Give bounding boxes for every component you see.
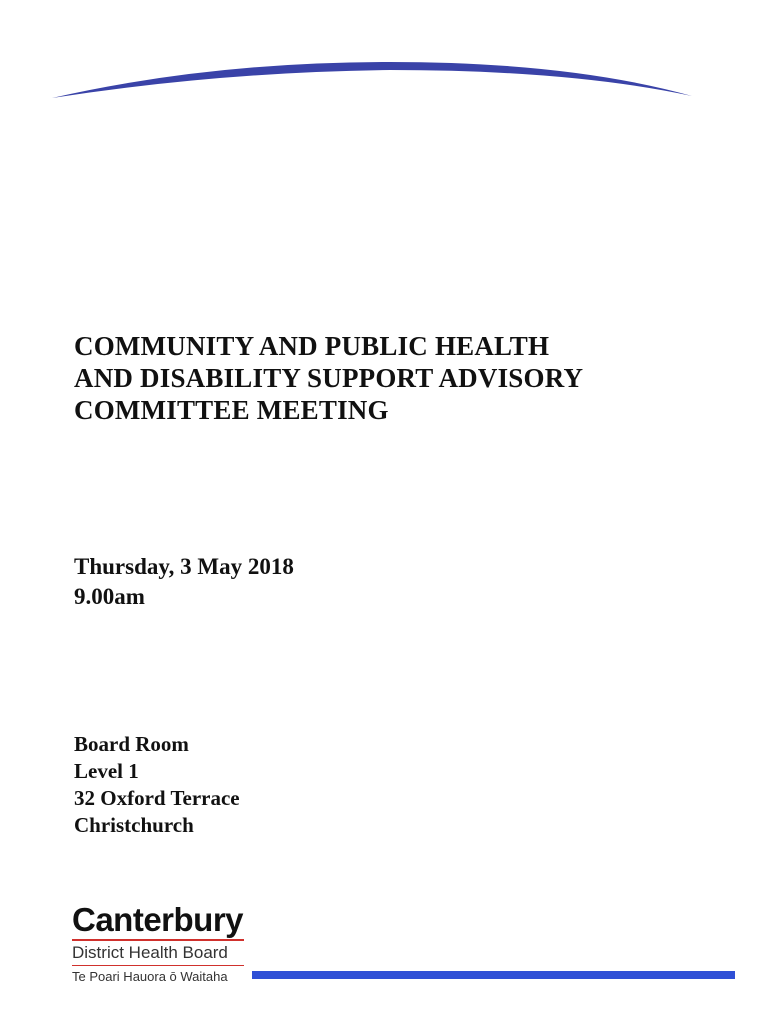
- cdhb-logo: [72, 902, 252, 986]
- logo-divider-2: [72, 965, 244, 966]
- meeting-datetime: [74, 552, 294, 612]
- meeting-title: [74, 330, 714, 426]
- title-line-2: AND DISABILITY SUPPORT ADVISORY: [74, 363, 584, 393]
- venue-street: 32 Oxford Terrace: [74, 786, 240, 810]
- meeting-time: 9.00am: [74, 584, 145, 609]
- venue-room: Board Room: [74, 732, 189, 756]
- meeting-date: Thursday, 3 May 2018: [74, 554, 294, 579]
- header-swoosh-icon: [50, 56, 695, 104]
- venue-level: Level 1: [74, 759, 139, 783]
- meeting-venue: [74, 731, 240, 839]
- logo-maori-name: Te Poari Hauora ō Waitaha: [72, 969, 228, 984]
- title-line-3: COMMITTEE MEETING: [74, 395, 389, 425]
- logo-divider: [72, 939, 244, 941]
- footer-accent-bar: [252, 971, 735, 979]
- title-line-1: COMMUNITY AND PUBLIC HEALTH: [74, 331, 550, 361]
- logo-subtitle: District Health Board: [72, 943, 228, 962]
- logo-name: Canterbury: [72, 901, 244, 938]
- venue-city: Christchurch: [74, 813, 194, 837]
